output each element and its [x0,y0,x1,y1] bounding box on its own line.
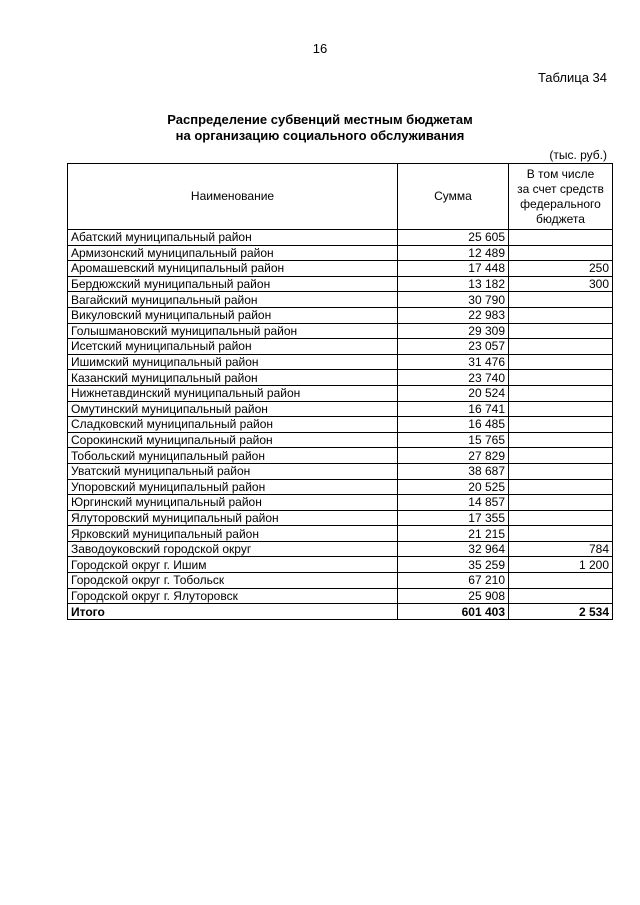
row-sum: 23 740 [398,370,509,386]
row-name: Омутинский муниципальный район [68,401,398,417]
table-row [68,354,613,370]
row-name: Городской округ г. Ялуторовск [68,588,398,604]
table-row [68,276,613,292]
row-name: Армизонский муниципальный район [68,245,398,261]
row-federal [509,448,613,464]
total-federal: 2 534 [509,604,613,620]
row-federal [509,370,613,386]
document-title [0,112,640,144]
row-sum: 16 741 [398,401,509,417]
row-name: Упоровский муниципальный район [68,479,398,495]
row-name: Сладковский муниципальный район [68,417,398,433]
row-name: Голышмановский муниципальный район [68,323,398,339]
table-row [68,292,613,308]
table-row [68,526,613,542]
row-sum: 22 983 [398,307,509,323]
row-name: Ялуторовский муниципальный район [68,510,398,526]
table-row [68,370,613,386]
header-sum: Сумма [398,164,509,230]
table-row [68,307,613,323]
row-name: Ишимский муниципальный район [68,354,398,370]
row-sum: 32 964 [398,541,509,557]
row-federal [509,463,613,479]
total-name: Итого [68,604,398,620]
header-federal-line-4: бюджета [536,211,585,226]
row-federal [509,292,613,308]
table-row [68,385,613,401]
table-row [68,463,613,479]
row-name: Исетский муниципальный район [68,339,398,355]
row-federal [509,495,613,511]
row-sum: 16 485 [398,417,509,433]
row-sum: 38 687 [398,463,509,479]
table-row [68,323,613,339]
row-sum: 20 524 [398,385,509,401]
table-row [68,573,613,589]
subvention-table [67,163,613,620]
row-federal [509,432,613,448]
table-row [68,230,613,246]
row-name: Абатский муниципальный район [68,230,398,246]
row-sum: 21 215 [398,526,509,542]
row-federal: 250 [509,261,613,277]
row-federal: 300 [509,276,613,292]
row-sum: 67 210 [398,573,509,589]
total-row [68,604,613,620]
row-federal [509,307,613,323]
row-sum: 31 476 [398,354,509,370]
row-name: Заводоуковский городской округ [68,541,398,557]
row-federal [509,245,613,261]
table-row [68,245,613,261]
row-name: Городской округ г. Тобольск [68,573,398,589]
table-row [68,448,613,464]
row-sum: 23 057 [398,339,509,355]
header-name: Наименование [68,164,398,230]
row-federal [509,339,613,355]
page-number: 16 [312,41,328,56]
table-row [68,495,613,511]
table-label: Таблица 34 [537,70,607,85]
row-federal [509,385,613,401]
row-name: Ярковский муниципальный район [68,526,398,542]
header-federal-line-3: федерального [520,196,601,211]
row-sum: 30 790 [398,292,509,308]
row-federal [509,573,613,589]
row-name: Уватский муниципальный район [68,463,398,479]
row-federal: 1 200 [509,557,613,573]
total-sum: 601 403 [398,604,509,620]
row-federal [509,479,613,495]
title-line-2: на организацию социального обслуживания [175,128,465,143]
row-name: Юргинский муниципальный район [68,495,398,511]
row-federal [509,510,613,526]
unit-label: (тыс. руб.) [549,148,607,162]
header-federal [509,164,613,230]
row-name: Казанский муниципальный район [68,370,398,386]
row-sum: 13 182 [398,276,509,292]
row-sum: 27 829 [398,448,509,464]
table-header-row [68,164,613,230]
row-sum: 14 857 [398,495,509,511]
row-federal [509,526,613,542]
header-federal-line-1: В том числе [526,166,595,181]
row-sum: 29 309 [398,323,509,339]
row-name: Тобольский муниципальный район [68,448,398,464]
row-federal [509,401,613,417]
row-sum: 17 448 [398,261,509,277]
header-federal-line-2: за счет средств [517,181,604,196]
row-federal [509,417,613,433]
row-federal [509,354,613,370]
table-row [68,557,613,573]
row-federal [509,323,613,339]
table-row [68,541,613,557]
row-name: Аромашевский муниципальный район [68,261,398,277]
row-name: Викуловский муниципальный район [68,307,398,323]
row-name: Городской округ г. Ишим [68,557,398,573]
table-row [68,432,613,448]
row-sum: 20 525 [398,479,509,495]
table-row [68,588,613,604]
table-row [68,479,613,495]
table-row [68,401,613,417]
row-sum: 35 259 [398,557,509,573]
row-sum: 12 489 [398,245,509,261]
row-name: Вагайский муниципальный район [68,292,398,308]
row-sum: 25 605 [398,230,509,246]
row-federal: 784 [509,541,613,557]
table-row [68,339,613,355]
table-row [68,510,613,526]
row-name: Нижнетавдинский муниципальный район [68,385,398,401]
table-row [68,261,613,277]
title-line-1: Распределение субвенций местным бюджетам [167,112,473,127]
row-sum: 25 908 [398,588,509,604]
row-sum: 17 355 [398,510,509,526]
table-row [68,417,613,433]
row-name: Бердюжский муниципальный район [68,276,398,292]
row-sum: 15 765 [398,432,509,448]
row-name: Сорокинский муниципальный район [68,432,398,448]
row-federal [509,588,613,604]
row-federal [509,230,613,246]
